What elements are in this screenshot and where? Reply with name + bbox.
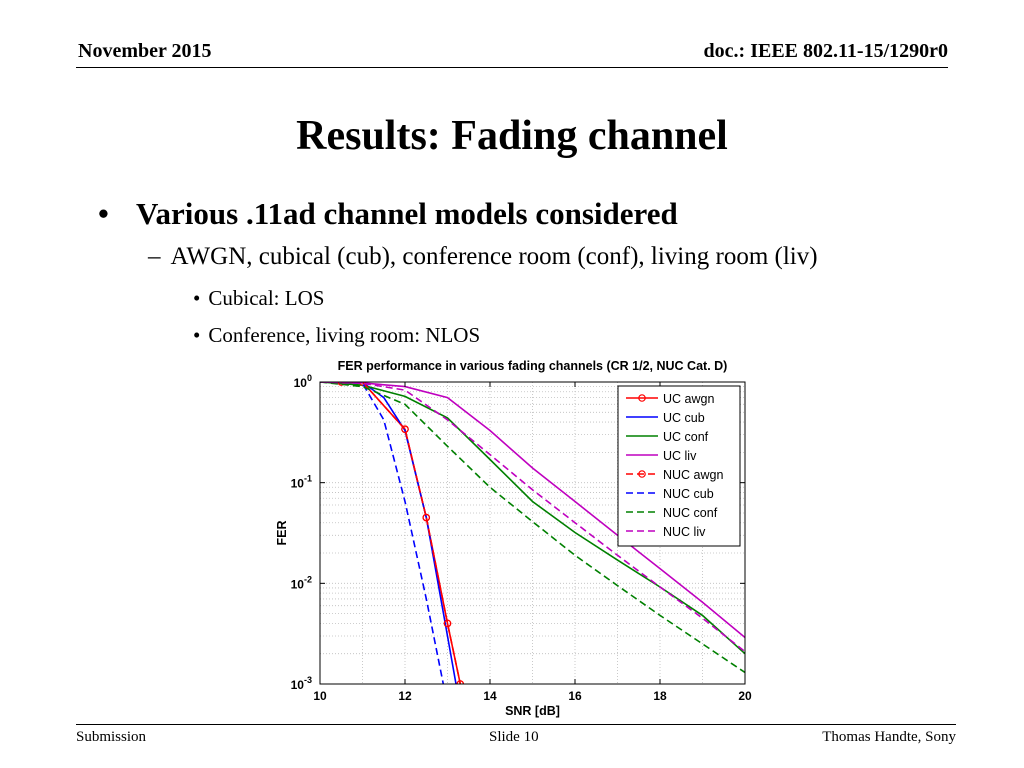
footer-slide-number: Slide 10 bbox=[489, 729, 539, 745]
legend-label: UC conf bbox=[663, 430, 709, 444]
header-date: November 2015 bbox=[78, 40, 212, 62]
legend-label: NUC cub bbox=[663, 487, 714, 501]
footer-rule bbox=[76, 724, 956, 725]
bullet-level3-text: Cubical: LOS bbox=[208, 286, 325, 310]
bullet-dot-icon: • bbox=[193, 323, 201, 347]
y-tick-label: $10^{-2}$ bbox=[290, 574, 312, 592]
legend-label: UC liv bbox=[663, 449, 697, 463]
legend-label: UC awgn bbox=[663, 392, 715, 406]
chart-title: FER performance in various fading channels (CR 1/2, NUC Cat. D) bbox=[337, 359, 728, 373]
legend-label: NUC conf bbox=[663, 506, 718, 520]
bullet-level1-text: Various .11ad channel models considered bbox=[136, 196, 678, 231]
header-rule bbox=[76, 67, 948, 68]
x-axis-label: SNR [dB] bbox=[505, 704, 560, 718]
bullet-level3-item bbox=[193, 286, 324, 311]
legend-label: NUC liv bbox=[663, 525, 706, 539]
slide-title: Results: Fading channel bbox=[296, 113, 728, 159]
x-tick-label: 18 bbox=[653, 689, 667, 703]
header-doc-id: doc.: IEEE 802.11-15/1290r0 bbox=[703, 40, 948, 62]
bullet-level3-item bbox=[193, 323, 480, 348]
bullet-level2 bbox=[148, 243, 818, 271]
bullet-level3-text: Conference, living room: NLOS bbox=[208, 323, 481, 347]
bullet-level2-text: AWGN, cubical (cub), conference room (conf), living room (liv) bbox=[170, 243, 818, 270]
y-tick-label: $10^{-1}$ bbox=[290, 473, 312, 491]
bullet-dot-icon: • bbox=[98, 196, 109, 231]
legend-label: UC cub bbox=[663, 411, 705, 425]
legend bbox=[618, 386, 740, 546]
x-tick-label: 12 bbox=[398, 689, 412, 703]
x-tick-label: 14 bbox=[483, 689, 497, 703]
legend-box bbox=[618, 386, 740, 546]
legend-label: NUC awgn bbox=[663, 468, 724, 482]
x-tick-label: 16 bbox=[568, 689, 582, 703]
fer-chart bbox=[270, 354, 760, 720]
x-tick-label: 20 bbox=[738, 689, 752, 703]
footer-author: Thomas Handte, Sony bbox=[822, 729, 956, 745]
y-axis-label: FER bbox=[275, 520, 289, 546]
footer-left: Submission bbox=[76, 729, 147, 745]
y-tick-label: $10^0$ bbox=[293, 373, 312, 390]
dash-bullet-icon: – bbox=[148, 243, 161, 270]
bullet-dot-icon: • bbox=[193, 286, 201, 310]
x-tick-label: 10 bbox=[313, 689, 327, 703]
y-tick-label: $10^{-3}$ bbox=[290, 675, 312, 692]
